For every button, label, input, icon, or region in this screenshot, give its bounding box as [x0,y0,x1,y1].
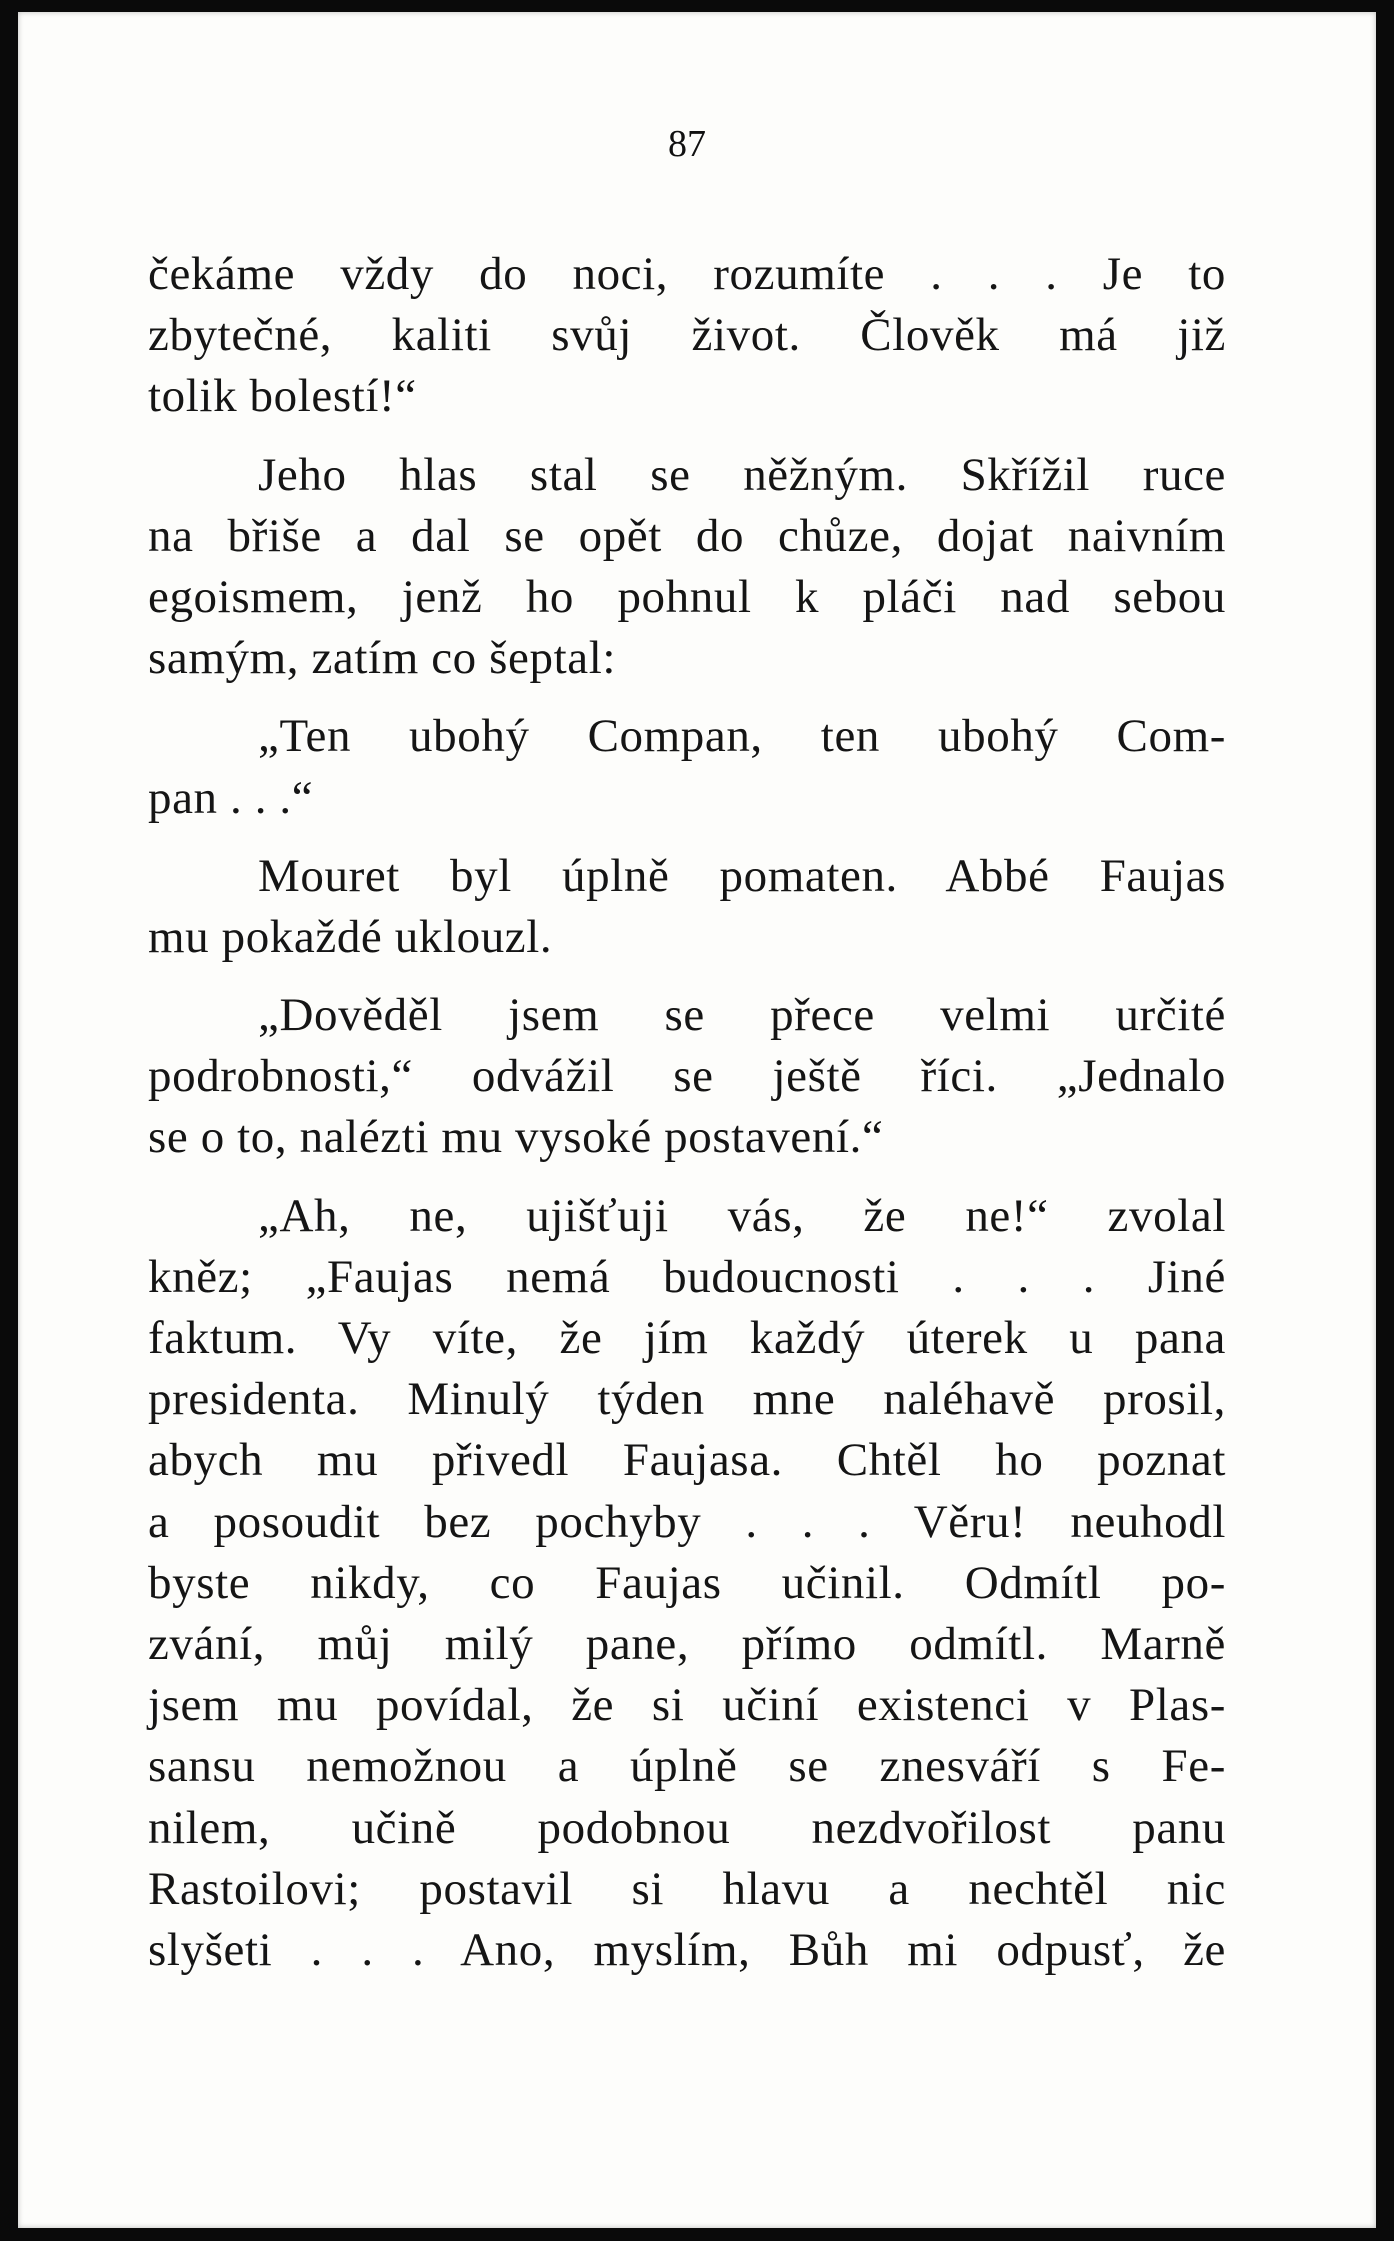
text-line: se o to, nalézti mu vysoké postavení.“ [148,1111,884,1164]
text-line: mu pokaždé uklouzl. [148,910,553,963]
text-line: byste nikdy, co Faujas učinil. Odmítl po- [148,1556,1226,1609]
text-line: „Ten ubohý Compan, ten ubohý Com- [258,710,1226,763]
text-line: „Dověděl jsem se přece velmi určité [258,989,1226,1042]
text-line: faktum. Vy víte, že jím každý úterek u pana [148,1312,1226,1364]
text-line: tolik bolestí!“ [148,370,417,423]
text-line: pan . . .“ [148,771,314,824]
text-line: a posoudit bez pochyby . . . Věru! neuhodl [148,1495,1226,1548]
text-line: slyšeti . . . Ano, myslím, Bůh mi odpusť, že [148,1923,1226,1976]
text-line: egoismem, jenž ho pohnul k pláči nad sebou [148,570,1226,623]
text-line: sansu nemožnou a úplně se znesváří s Fe- [148,1740,1226,1793]
text-line: zvání, můj milý pane, přímo odmítl. Marně [148,1617,1226,1670]
text-line: samým, zatím co šeptal: [148,632,617,685]
text-line: Rastoilovi; postavil si hlavu a nechtěl nic [148,1862,1226,1915]
book-page [18,12,1376,2228]
text-line: jsem mu povídal, že si učiní existenci v Plas- [148,1679,1226,1732]
text-line: na břiše a dal se opět do chůze, dojat naivním [148,509,1226,562]
text-line: „Ah, ne, ujišťuji vás, že ne!“ zvolal [258,1189,1226,1242]
text-line: abych mu přivedl Faujasa. Chtěl ho poznat [148,1434,1226,1487]
text-line: podrobnosti,“ odvážil se ještě říci. „Jednalo [148,1050,1226,1103]
text-line: zbytečné, kaliti svůj život. Člověk má již [148,309,1226,362]
text-line: nilem, učině podobnou nezdvořilost panu [148,1801,1226,1854]
page-number: 87 [668,123,706,165]
text-line: presidenta. Minulý týden mne naléhavě prosil, [148,1373,1226,1426]
text-line: kněz; „Faujas nemá budoucnosti . . . Jiné [148,1250,1226,1303]
text-line: čekáme vždy do noci, rozumíte . . . Je to [148,248,1226,300]
body-text [148,244,1226,1981]
text-line: Jeho hlas stal se něžným. Skřížil ruce [258,448,1226,501]
text-line: Mouret byl úplně pomaten. Abbé Faujas [258,849,1226,902]
